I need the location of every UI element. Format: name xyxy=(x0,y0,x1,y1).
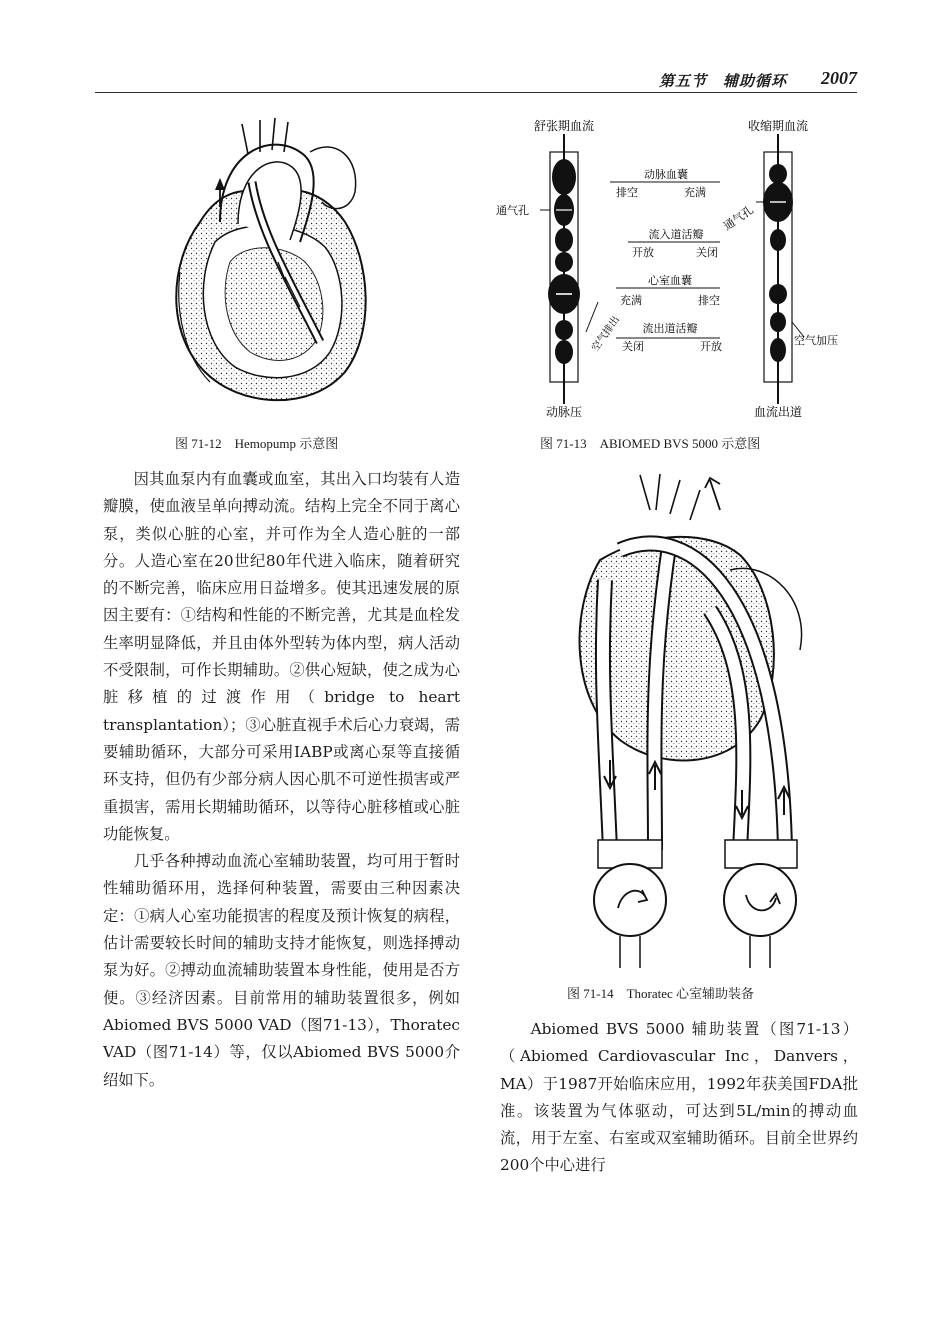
paragraph: 因其血泵内有血囊或血室，其出入口均装有人造瓣膜，使血液呈单向搏动流。结构上完全不同于离心泵，类似心脏的心室，并可作为全人造心脏的一部分。人造心室在20世纪80年代进入临床，随着研究的不断完善，临床应用日益增多。使其迅速发展的原因主要有：①结构和性能的不断完善，尤其是血栓发生率明显降低，并且由体外型转为体内型，病人活动不受限制，可作长期辅助。②供心短缺，使之成为心脏移植的过渡作用（bridge to heart transplantation）；③心脏直视手术后心力衰竭，需要辅助循环，大部分可采用IABP或离心泵等直接循环支持，但仍有少部分病人因心肌不可逆性损害或严重损害，需用长期辅助循环，以等待心脏移植或心脏功能恢复。 xyxy=(103,470,460,843)
figure-71-12-caption: 图 71-12 Hemopump 示意图 xyxy=(175,436,339,451)
label-blood-outflow: 血流出道 xyxy=(753,405,803,419)
label-systolic: 收缩期血流 xyxy=(747,119,809,133)
label-open-2: 开放 xyxy=(700,340,722,353)
label-air-exhaust: 空气排出 xyxy=(590,314,622,354)
figure-71-14-caption: 图 71-14 Thoratec 心室辅助装备 xyxy=(567,986,755,1001)
running-header xyxy=(95,66,857,93)
page-number: 2007 xyxy=(821,68,857,88)
label-empty-1: 排空 xyxy=(616,186,638,199)
label-arterial-pressure: 动脉压 xyxy=(545,405,583,419)
left-column-text xyxy=(103,466,460,1094)
diastolic-flow-column xyxy=(548,134,580,404)
paragraph: Abiomed BVS 5000 辅助装置（图71-13）（Abiomed Cardiovascular Inc，Danvers，MA）于1987开始临床应用，1992年获美国FDA批准。该装置为气体驱动，可达到5L/min的搏动血流，用于左室、右室或双室辅助循环。目前全世界约200个中心进行 xyxy=(500,1020,858,1175)
label-closed-1: 关闭 xyxy=(696,246,718,259)
label-outflow-valve: 流出道活瓣 xyxy=(642,322,698,335)
section-title: 第五节 辅助循环 xyxy=(658,72,787,90)
label-inflow-valve: 流入道活瓣 xyxy=(648,228,704,241)
label-empty-2: 排空 xyxy=(698,294,720,307)
abiomed-bvs5000-diagram xyxy=(488,112,868,420)
label-air-pressure: 空气加压 xyxy=(794,334,838,347)
label-diastolic: 舒张期血流 xyxy=(533,119,595,133)
systolic-flow-column xyxy=(763,134,793,404)
right-column-text xyxy=(500,1016,858,1180)
figure-71-13-caption: 图 71-13 ABIOMED BVS 5000 示意图 xyxy=(540,436,761,451)
thoratec-vad-illustration xyxy=(560,470,830,970)
hemopump-illustration xyxy=(160,112,380,422)
label-full-1: 充满 xyxy=(684,186,706,199)
label-arterial-bladder: 动脉血囊 xyxy=(644,168,688,181)
label-full-2: 充满 xyxy=(620,294,642,307)
label-open-1: 开放 xyxy=(632,246,654,259)
paragraph: 几乎各种搏动血流心室辅助装置，均可用于暂时性辅助循环用，选择何种装置，需要由三种因素决定：①病人心室功能损害的程度及预计恢复的病程，估计需要较长时间的辅助支持才能恢复，则选择搏动泵为好。②搏动血流辅助装置本身性能，使用是否方便。③经济因素。目前常用的辅助装置很多，例如Abiomed BVS 5000 VAD（图71-13），Thoratec VAD（图71-14）等，仅以Abiomed BVS 5000介绍如下。 xyxy=(103,852,460,1089)
label-vent-right: 通气孔 xyxy=(721,203,756,233)
label-closed-2: 关闭 xyxy=(622,340,644,353)
label-ventricle-bladder: 心室血囊 xyxy=(648,274,692,287)
label-vent-left: 通气孔 xyxy=(496,204,529,217)
